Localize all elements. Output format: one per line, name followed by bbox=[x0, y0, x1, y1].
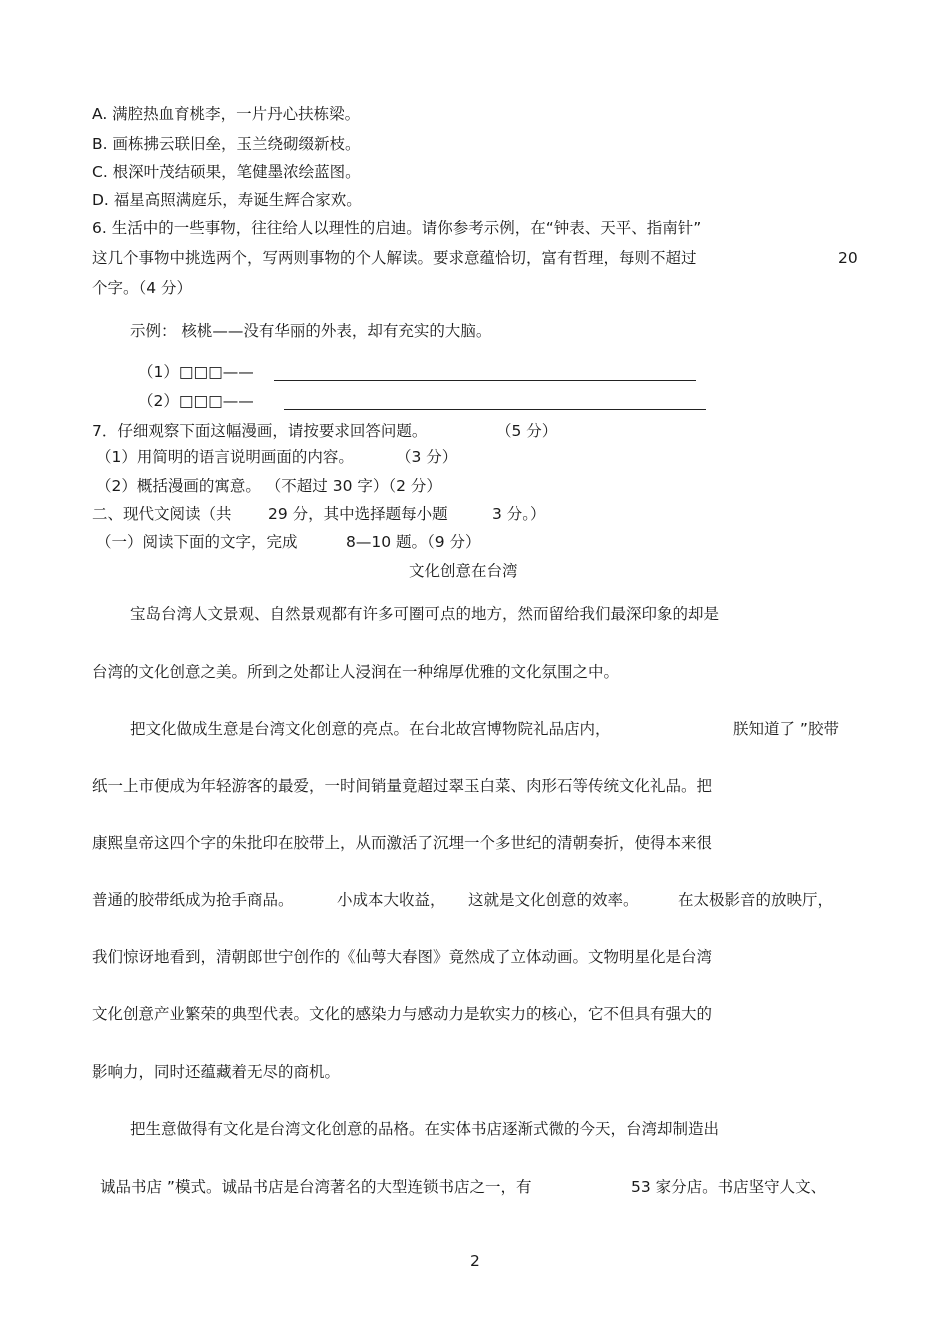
passage-p1-line-2: 台湾的文化创意之美。所到之处都让人浸润在一种绵厚优雅的文化氛围之中。 bbox=[92, 663, 620, 681]
section-2-heading-a: 二、现代文阅读（共 bbox=[92, 505, 232, 523]
option-d: D. 福星高照满庭乐，寿诞生辉合家欢。 bbox=[92, 191, 362, 209]
q6-answer-2-label: （2）□□□—— bbox=[138, 392, 254, 410]
passage-p2-line-1: 把文化做成生意是台湾文化创意的亮点。在台北故宫博物院礼品店内， bbox=[130, 720, 611, 738]
passage-title: 文化创意在台湾 bbox=[409, 562, 518, 580]
passage-p2-line-6: 文化创意产业繁荣的典型代表。文化的感染力与感动力是软实力的核心，它不但具有强大的 bbox=[92, 1005, 713, 1023]
page-number: 2 bbox=[470, 1252, 480, 1270]
passage-p2-line-2: 纸一上市便成为年轻游客的最爱，一时间销量竟超过翠玉白菜、肉形石等传统文化礼品。把 bbox=[92, 777, 713, 795]
q7-sub-2: （2）概括漫画的寓意。 （不超过 30 字）（2 分） bbox=[96, 477, 442, 495]
q7-sub-1: （1）用简明的语言说明画面的内容。 bbox=[96, 448, 354, 466]
option-b: B. 画栋拂云联旧垒，玉兰绕砌缀新枝。 bbox=[92, 135, 361, 153]
passage-p2-line-1-right: 朕知道了 ”胶带 bbox=[733, 720, 839, 738]
passage-p2-line-4a: 普通的胶带纸成为抢手商品。 bbox=[92, 891, 294, 909]
q6-answer-2-line[interactable] bbox=[284, 409, 706, 410]
reading-1-instruction-b: 8—10 题。（9 分） bbox=[346, 533, 481, 551]
q7-title: 7．仔细观察下面这幅漫画，请按要求回答问题。 bbox=[92, 422, 428, 440]
q6-example: 示例： 核桃——没有华丽的外表，却有充实的大脑。 bbox=[130, 322, 492, 340]
q6-line-2: 这几个事物中挑选两个，写两则事物的个人解读。要求意蕴恰切，富有哲理，每则不超过 bbox=[92, 249, 697, 267]
option-c: C. 根深叶茂结硕果，笔健墨浓绘蓝图。 bbox=[92, 163, 361, 181]
passage-p2-line-4b: 小成本大收益， bbox=[337, 891, 446, 909]
passage-p2-line-3: 康熙皇帝这四个字的朱批印在胶带上，从而激活了沉埋一个多世纪的清朝奏折，使得本来很 bbox=[92, 834, 713, 852]
passage-p3-line-1: 把生意做得有文化是台湾文化创意的品格。在实体书店逐渐式微的今天，台湾却制造出 bbox=[130, 1120, 720, 1138]
q6-answer-1-line[interactable] bbox=[274, 380, 696, 381]
option-a: A. 满腔热血育桃李，一片丹心扶栋梁。 bbox=[92, 105, 361, 123]
reading-1-instruction-a: （一）阅读下面的文字，完成 bbox=[96, 533, 298, 551]
passage-p2-line-4c: 这就是文化创意的效率。 bbox=[468, 891, 639, 909]
q6-word-limit: 20 bbox=[838, 249, 858, 267]
q6-line-1: 6. 生活中的一些事物，往往给人以理性的启迪。请你参考示例，在“钟表、天平、指南针” bbox=[92, 219, 702, 237]
q6-line-3: 个字。（4 分） bbox=[92, 279, 193, 297]
passage-p3-line-2b: 53 家分店。书店坚守人文、 bbox=[631, 1178, 827, 1196]
section-2-heading-b: 29 分，其中选择题每小题 bbox=[268, 505, 448, 523]
q7-score: （5 分） bbox=[496, 422, 558, 440]
passage-p2-line-5: 我们惊讶地看到，清朝郎世宁创作的《仙萼大春图》竟然成了立体动画。文物明星化是台湾 bbox=[92, 948, 713, 966]
passage-p3-line-2a: 诚品书店 ”模式。诚品书店是台湾著名的大型连锁书店之一，有 bbox=[100, 1178, 532, 1196]
passage-p2-line-7: 影响力，同时还蕴藏着无尽的商机。 bbox=[92, 1063, 341, 1081]
passage-p1-line-1: 宝岛台湾人文景观、自然景观都有许多可圈可点的地方，然而留给我们最深印象的却是 bbox=[130, 605, 720, 623]
q6-answer-1-label: （1）□□□—— bbox=[138, 363, 254, 381]
passage-p2-line-4d: 在太极影音的放映厅， bbox=[678, 891, 834, 909]
section-2-heading-c: 3 分。） bbox=[492, 505, 546, 523]
q7-sub-1-score: （3 分） bbox=[396, 448, 458, 466]
